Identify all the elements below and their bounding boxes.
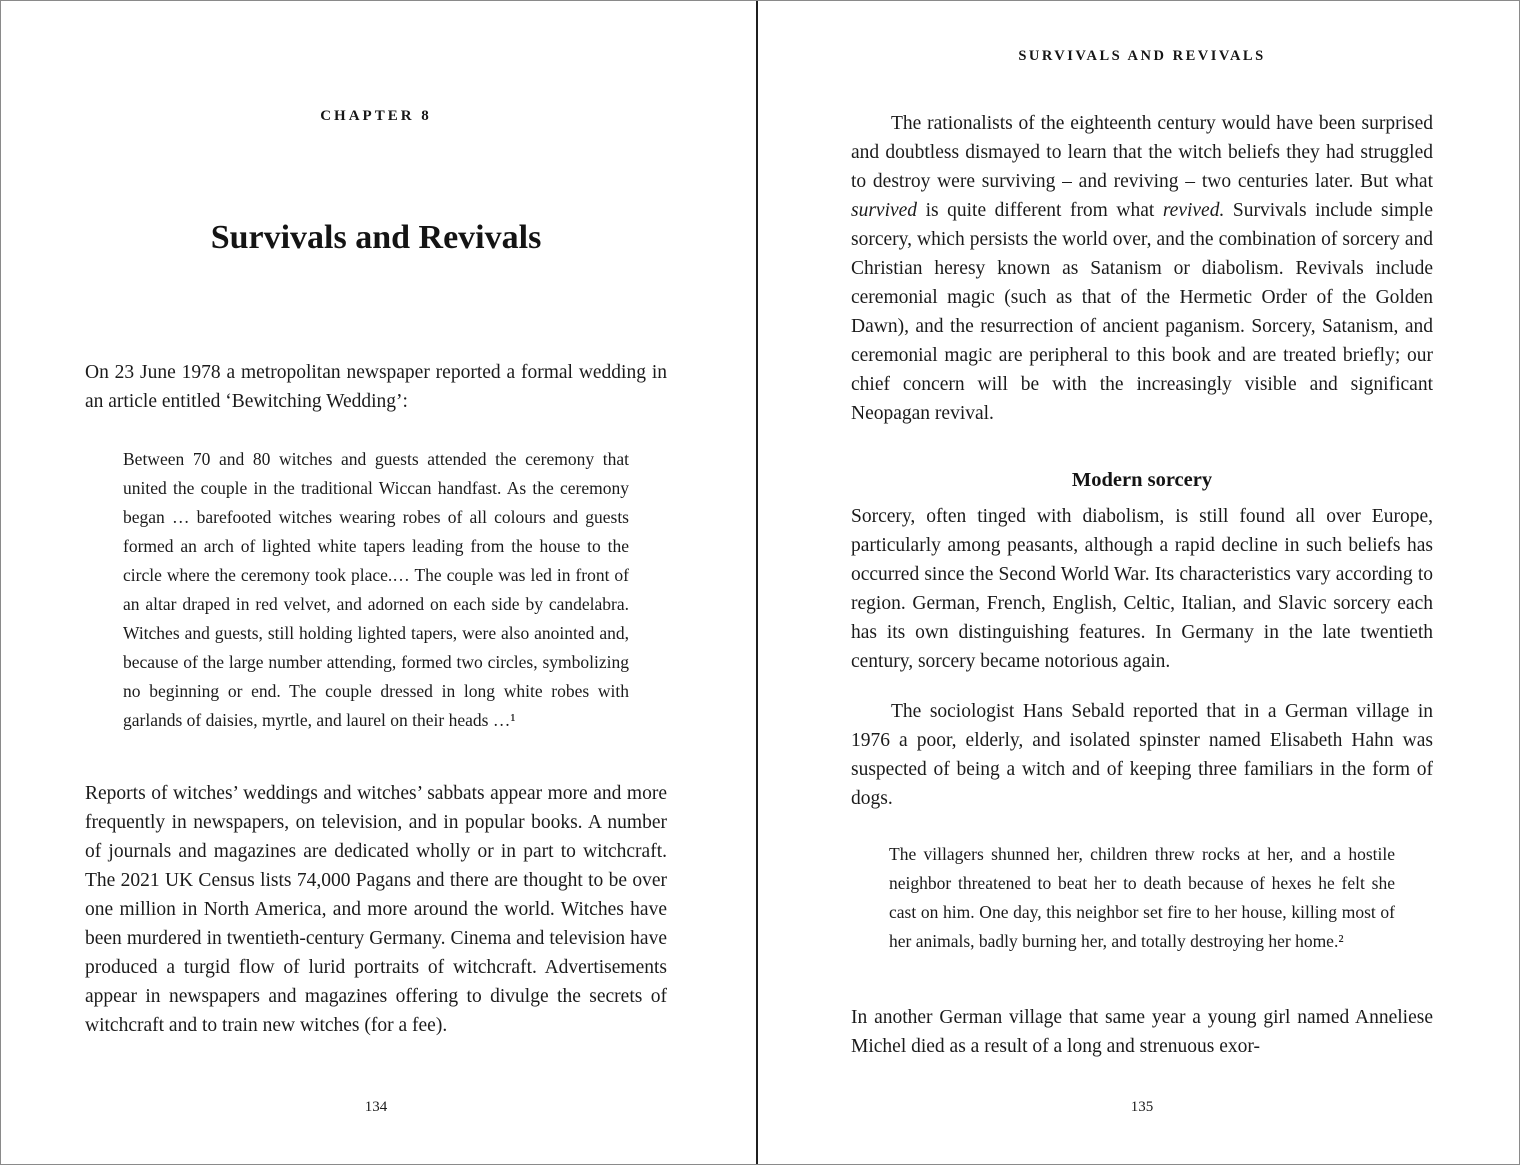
text-segment: is quite different from what [917,200,1163,221]
body-paragraph: The sociologist Hans Sebald reported that in a German village in 1976 a poor, elderly, and isolated spinster named Elisabeth Hahn was suspected of being a witch and of keeping three familiars in the form of dogs. [851,701,1433,809]
running-head: SURVIVALS AND REVIVALS [1018,48,1266,64]
body-paragraph: Sorcery, often tinged with diabolism, is still found all over Europe, particularly among peasants, although a rapid decline in such beliefs has occurred since the Second World War. Its characteristics vary according to region. German, French, English, Celtic, Italian, and Slavic sorcery each has its own distinguishing features. In Germany in the late twentieth century, sorcery became notorious again. [851,506,1433,672]
chapter-label: CHAPTER 8 [320,108,432,124]
block-quote-wedding: Between 70 and 80 witches and guests attended the ceremony that united the couple in the traditional Wiccan handfast. As the ceremony began … barefooted witches wearing robes of all colours and guests formed an arch of lighted white tapers leading from the house to the circle where the ceremony took place.… The couple was led in front of an altar draped in red velvet, and adorned on each side by candelabra. Witches and guests, still holding lighted tapers, were also anointed and, because of the large number attending, formed two circles, symbolizing no beginning or end. The couple dressed in long white robes with garlands of daisies, myrtle, and laurel on their heads …¹ [123,449,629,730]
left-page [1,1,756,1164]
page-number-left: 134 [364,1099,388,1115]
intro-paragraph: On 23 June 1978 a metropolitan newspaper reported a formal wedding in an article entitled ‘Bewitching Wedding’: [85,362,667,412]
section-heading: Modern sorcery [1071,469,1213,491]
text-segment-italic: revived. [1162,200,1225,221]
body-paragraph [851,109,1433,428]
body-paragraph: In another German village that same year a young girl named Anneliese Michel died as a result of a long and strenuous exor- [851,1007,1433,1057]
right-page [758,1,1513,1164]
chapter-title: Survivals and Revivals [210,219,542,256]
text-segment: Survivals include simple sorcery, which persists the world over, and the combination of sorcery and Christian heresy known as Satanism or diabolism. Revivals include ceremonial magic (such as that of the Hermetic Order of the Golden Dawn), and the resurrection of ancient paganism. Sorcery, Satanism, and ceremonial magic are peripheral to this book and are treated briefly; our chief concern will be with the increasingly visible and significant Neopagan revival. [851,200,1433,424]
page-number-right: 135 [1130,1099,1154,1115]
text-segment: The rationalists of the eighteenth century would have been surprised and doubtless dismayed to learn that the witch beliefs they had struggled to destroy were surviving – and reviving – two centuries later. But what [851,113,1433,192]
body-paragraph: Reports of witches’ weddings and witches’ sabbats appear more and more frequently in newspapers, on television, and in popular books. A number of journals and magazines are dedicated wholly or in part to witchcraft. The 2021 UK Census lists 74,000 Pagans and there are thought to be over one million in North America, and more around the world. Witches have been murdered in twentieth-century Germany. Cinema and television have produced a turgid flow of lurid portraits of witchcraft. Advertisements appear in newspapers and magazines offering to divulge the secrets of witchcraft and to train new witches (for a fee). [85,783,667,1036]
text-segment-italic: survived [851,200,918,221]
block-quote-villagers: The villagers shunned her, children threw rocks at her, and a hostile neighbor threatened to beat her to death because of hexes he felt she cast on him. One day, this neighbor set fire to her house, killing most of her animals, badly burning her, and totally destroying her home.² [889,844,1395,951]
